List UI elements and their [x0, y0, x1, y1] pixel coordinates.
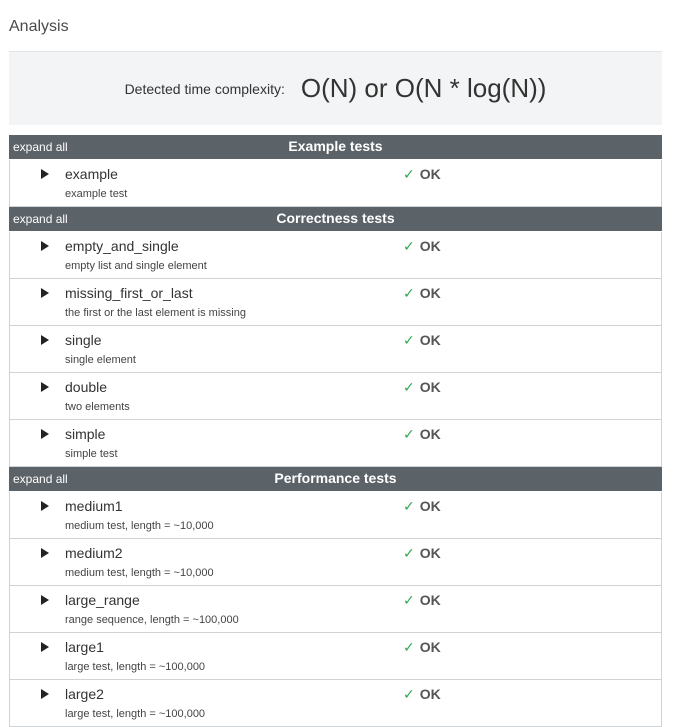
complexity-label: Detected time complexity: [124, 80, 285, 97]
status-label: OK [419, 285, 441, 301]
expand-all-button[interactable]: expand all [13, 472, 68, 486]
status-label: OK [419, 166, 441, 182]
test-name[interactable]: single [65, 332, 102, 348]
expand-arrow-icon[interactable] [41, 169, 49, 179]
expand-arrow-icon[interactable] [41, 241, 49, 251]
test-name[interactable]: example [65, 166, 118, 182]
test-row[interactable] [9, 279, 662, 326]
group-title: Correctness tests [276, 210, 395, 226]
test-status [403, 166, 441, 183]
check-icon: ✓ [403, 285, 415, 301]
test-status [403, 379, 441, 396]
check-icon: ✓ [403, 238, 415, 254]
test-description: medium test, length = ~10,000 [65, 520, 214, 532]
test-description: single element [65, 354, 136, 366]
expand-arrow-icon[interactable] [41, 548, 49, 558]
status-label: OK [419, 238, 441, 254]
expand-arrow-icon[interactable] [41, 501, 49, 511]
test-description: two elements [65, 401, 130, 413]
page-title: Analysis [9, 18, 69, 35]
check-icon: ✓ [403, 639, 415, 655]
test-status [403, 426, 441, 443]
complexity-panel [9, 51, 662, 125]
expand-all-button[interactable]: expand all [13, 212, 68, 226]
expand-arrow-icon[interactable] [41, 288, 49, 298]
test-results [9, 135, 662, 727]
check-icon: ✓ [403, 545, 415, 561]
status-label: OK [419, 332, 441, 348]
test-status [403, 545, 441, 562]
test-row[interactable] [9, 539, 662, 586]
status-label: OK [419, 686, 441, 702]
test-name[interactable]: empty_and_single [65, 238, 179, 254]
test-row[interactable] [9, 373, 662, 420]
test-row[interactable] [9, 326, 662, 373]
test-row[interactable] [9, 633, 662, 680]
expand-arrow-icon[interactable] [41, 382, 49, 392]
test-status [403, 332, 441, 349]
test-description: the first or the last element is missing [65, 307, 246, 319]
test-name[interactable]: large2 [65, 686, 104, 702]
check-icon: ✓ [403, 426, 415, 442]
check-icon: ✓ [403, 166, 415, 182]
test-status [403, 238, 441, 255]
group-header-example [9, 135, 662, 160]
check-icon: ✓ [403, 686, 415, 702]
test-row[interactable] [9, 680, 662, 727]
test-description: empty list and single element [65, 260, 207, 272]
test-description: medium test, length = ~10,000 [65, 567, 214, 579]
test-description: large test, length = ~100,000 [65, 661, 206, 673]
status-label: OK [419, 426, 441, 442]
status-label: OK [419, 498, 441, 514]
test-name[interactable]: medium1 [65, 498, 123, 514]
expand-arrow-icon[interactable] [41, 642, 49, 652]
expand-arrow-icon[interactable] [41, 595, 49, 605]
expand-arrow-icon[interactable] [41, 429, 49, 439]
test-name[interactable]: large_range [65, 592, 140, 608]
test-description: simple test [65, 448, 118, 460]
test-status [403, 686, 441, 703]
test-row[interactable] [9, 492, 662, 539]
expand-arrow-icon[interactable] [41, 335, 49, 345]
test-name[interactable]: missing_first_or_last [65, 285, 193, 301]
expand-all-button[interactable]: expand all [13, 140, 68, 154]
test-description: example test [65, 188, 128, 200]
test-name[interactable]: double [65, 379, 108, 395]
test-name[interactable]: medium2 [65, 545, 123, 561]
test-description: range sequence, length = ~100,000 [65, 614, 239, 626]
status-label: OK [419, 592, 441, 608]
test-row[interactable] [9, 586, 662, 633]
check-icon: ✓ [403, 592, 415, 608]
test-description: large test, length = ~100,000 [65, 708, 206, 720]
test-status [403, 592, 441, 609]
check-icon: ✓ [403, 379, 415, 395]
status-label: OK [419, 545, 441, 561]
complexity-value: O(N) or O(N * log(N)) [300, 73, 547, 103]
test-row[interactable] [9, 232, 662, 279]
status-label: OK [419, 639, 441, 655]
test-status [403, 498, 441, 515]
test-name[interactable]: simple [65, 426, 106, 442]
check-icon: ✓ [403, 498, 415, 514]
test-status [403, 639, 441, 656]
test-name[interactable]: large1 [65, 639, 104, 655]
expand-arrow-icon[interactable] [41, 689, 49, 699]
check-icon: ✓ [403, 332, 415, 348]
test-status [403, 285, 441, 302]
group-header-performance [9, 467, 662, 492]
group-title: Example tests [288, 138, 383, 154]
test-row[interactable] [9, 420, 662, 467]
test-row[interactable] [9, 160, 662, 207]
status-label: OK [419, 379, 441, 395]
group-title: Performance tests [274, 470, 397, 486]
group-header-correctness [9, 207, 662, 232]
